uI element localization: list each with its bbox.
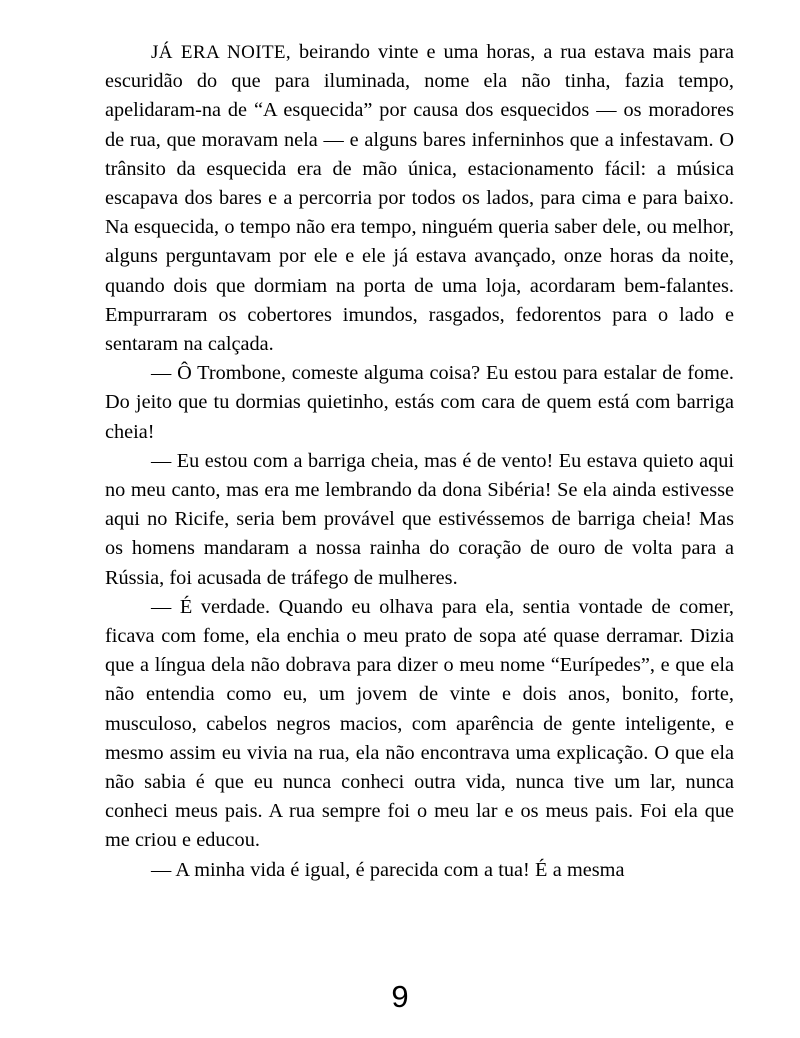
page-number: 9 bbox=[391, 979, 409, 1014]
paragraph-1 bbox=[105, 38, 734, 359]
opening-small-caps: JÁ ERA NOITE, bbox=[151, 42, 292, 63]
paragraph-3: — Eu estou com a barriga cheia, mas é de vento! Eu estava quieto aqui no meu canto, mas era me lembrando da dona Sibéria! Se ela ainda estivesse aqui no Ricife, seria bem provável que estivéssemos de barriga cheia! Mas os homens mandaram a nossa rainha do coração de ouro de volta para a Rússia, foi acusada de tráfego de mulheres. bbox=[105, 449, 734, 589]
paragraph-4: — É verdade. Quando eu olhava para ela, sentia vontade de comer, ficava com fome, ela enchia o meu prato de sopa até quase derramar. Dizia que a língua dela não dobrava para dizer o meu nome “Eurípedes”, e que ela não entendia como eu, um jovem de vinte e dois anos, bonito, forte, musculoso, cabelos negros macios, com aparência de gente inteligente, e mesmo assim eu vivia na rua, ela não encontrava uma explicação. O que ela não sabia é que eu nunca conheci outra vida, nunca tive um lar, nunca conheci meus pais. A rua sempre foi o meu lar e os meus pais. Foi ela que me criou e educou. bbox=[105, 595, 734, 852]
paragraph-2: — Ô Trombone, comeste alguma coisa? Eu estou para estalar de fome. Do jeito que tu dormias quietinho, estás com cara de quem está com barriga cheia! bbox=[105, 362, 734, 443]
paragraph-1-body: beirando vinte e uma horas, a rua estava mais para escuridão do que para iluminada, nome ela não tinha, fazia tempo, apelidaram-na de “A esquecida” por causa dos esquecidos — os moradores de rua, que moravam nela — e alguns bares inferninhos que a infestavam. O trânsito da esquecida era de mão única, estacionamento fácil: a música escapava dos bares e a percorria por todos os lados, para cima e para baixo. Na esquecida, o tempo não era tempo, ninguém queria saber dele, ou melhor, alguns perguntavam por ele e ele já estava avançado, onze horas da noite, quando dois que dormiam na porta de uma loja, acordaram bem-falantes. Empurraram os cobertores imundos, rasgados, fedorentos para o lado e sentaram na calçada. bbox=[105, 41, 734, 356]
paragraph-5: — A minha vida é igual, é parecida com a tua! É a mesma bbox=[151, 858, 625, 881]
page-text-block bbox=[105, 38, 734, 885]
